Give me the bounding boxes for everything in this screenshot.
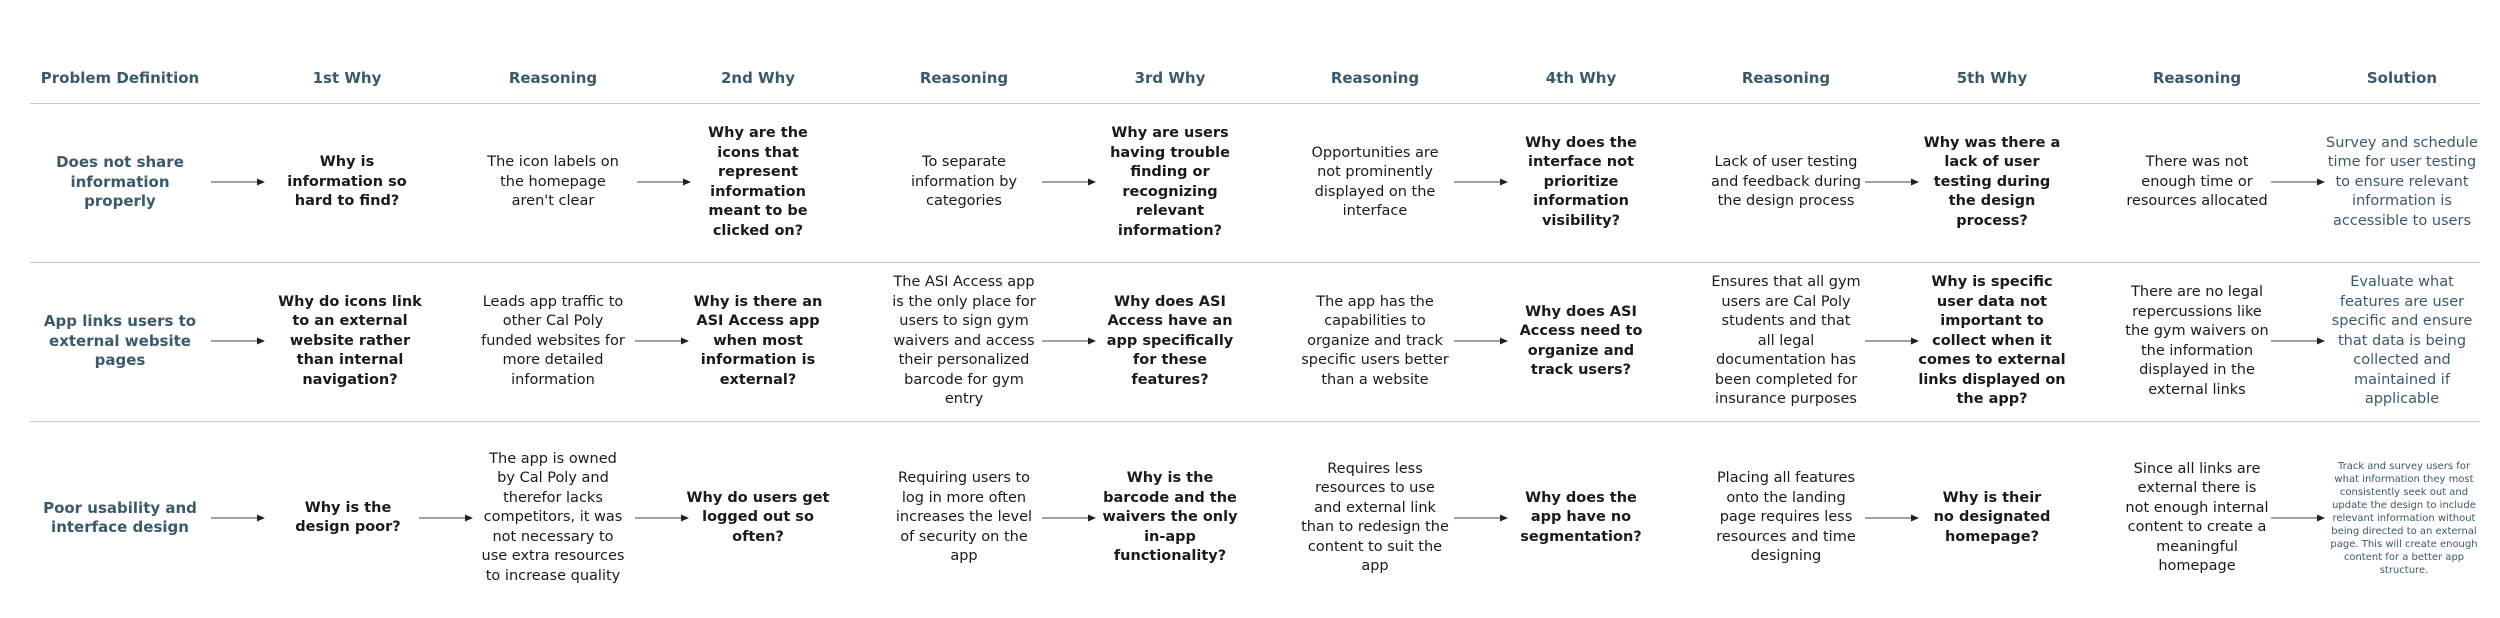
problem-statement: App links users to external website pages <box>43 312 197 370</box>
arrow-icon <box>1453 176 1509 188</box>
arrow-icon <box>1041 335 1097 347</box>
solution: Survey and schedule time for user testing to ensure relevant information is accessible to users <box>2326 134 2478 229</box>
reasoning-5: There was not enough time or resources allocated <box>2126 154 2268 210</box>
why-question-5: Why was there a lack of user testing during the design process? <box>1923 134 2061 229</box>
why-question-1: Why is information so hard to find? <box>287 154 407 210</box>
why-question-3: Why are users having trouble finding or recognizing relevant information? <box>1110 125 1230 239</box>
problem-statement: Poor usability and interface design <box>43 498 197 536</box>
header-row <box>30 58 2480 98</box>
header-reasoning-2: Reasoning <box>919 69 1009 87</box>
five-whys-diagram <box>30 0 2480 618</box>
arrow-icon <box>1453 335 1509 347</box>
reasoning-1: The app is owned by Cal Poly and therefor lacks competitors, it was not necessary to use extra resources to increase quality <box>481 450 625 584</box>
why-question-2: Why is there an ASI Access app when most information is external? <box>693 293 823 388</box>
header-problem-definition: Problem Definition <box>40 69 200 87</box>
why-row-2 <box>30 264 2480 419</box>
why-row-3 <box>30 435 2480 601</box>
why-question-1: Why do icons link to an external website rather than internal navigation? <box>278 293 422 388</box>
header-reasoning-5: Reasoning <box>2152 69 2242 87</box>
header-3rd-why: 3rd Why <box>1134 69 1206 87</box>
header-reasoning-3: Reasoning <box>1330 69 1420 87</box>
arrow-icon <box>210 335 266 347</box>
why-row-1 <box>30 105 2480 260</box>
header-reasoning-1: Reasoning <box>508 69 598 87</box>
divider-row-2 <box>30 421 2480 422</box>
why-question-5: Why is their no designated homepage? <box>1933 489 2051 545</box>
arrow-icon <box>634 512 690 524</box>
header-4th-why: 4th Why <box>1545 69 1617 87</box>
header-reasoning-4: Reasoning <box>1741 69 1831 87</box>
arrow-icon <box>1041 176 1097 188</box>
arrow-icon <box>1453 512 1509 524</box>
arrow-icon <box>2270 335 2326 347</box>
why-question-4: Why does the interface not prioritize information visibility? <box>1525 134 1637 229</box>
why-question-5: Why is specific user data not important to collect when it comes to external links displayed on the app? <box>1918 274 2066 408</box>
arrow-icon <box>1864 176 1920 188</box>
divider-row-1 <box>30 262 2480 263</box>
reasoning-5: Since all links are external there is not enough internal content to create a meaningful homepage <box>2125 460 2269 574</box>
reasoning-3: Opportunities are not prominently displayed on the interface <box>1311 144 1439 219</box>
arrow-icon <box>210 512 266 524</box>
arrow-icon <box>418 512 474 524</box>
why-question-4: Why does the app have no segmentation? <box>1520 489 1642 545</box>
header-1st-why: 1st Why <box>312 69 382 87</box>
header-5th-why: 5th Why <box>1956 69 2028 87</box>
arrow-icon <box>1041 512 1097 524</box>
why-question-2: Why are the icons that represent information meant to be clicked on? <box>708 125 808 239</box>
why-question-3: Why is the barcode and the waivers the only in-app functionality? <box>1102 470 1238 565</box>
arrow-icon <box>634 335 690 347</box>
reasoning-5: There are no legal repercussions like the gym waivers on the information displayed in the external links <box>2125 284 2269 398</box>
solution: Track and survey users for what information they most consistently seek out and update the design to include relevant information without being directed to an external page. This will create enough content for a better app structure. <box>2330 460 2478 576</box>
reasoning-3: The app has the capabilities to organize and track specific users better than a website <box>1301 293 1449 388</box>
reasoning-4: Lack of user testing and feedback during the design process <box>1711 154 1861 210</box>
why-question-3: Why does ASI Access have an app specifically for these features? <box>1106 293 1234 388</box>
divider-header <box>30 103 2480 104</box>
header-solution: Solution <box>2366 69 2438 87</box>
arrow-icon <box>1864 335 1920 347</box>
reasoning-1: Leads app traffic to other Cal Poly funded websites for more detailed information <box>481 293 625 388</box>
why-question-1: Why is the design poor? <box>295 499 401 535</box>
reasoning-1: The icon labels on the homepage aren't clear <box>487 154 619 210</box>
reasoning-2: Requiring users to log in more often increases the level of security on the app <box>895 470 1033 565</box>
arrow-icon <box>210 176 266 188</box>
problem-statement: Does not share information properly <box>56 153 184 211</box>
arrow-icon <box>1864 512 1920 524</box>
why-question-2: Why do users get logged out so often? <box>686 489 830 545</box>
solution: Evaluate what features are user specific and ensure that data is being collected and maintained if applicable <box>2331 274 2473 408</box>
reasoning-3: Requires less resources to use and external link than to redesign the content to suit the app <box>1301 460 1449 574</box>
header-2nd-why: 2nd Why <box>720 69 796 87</box>
reasoning-2: The ASI Access app is the only place for users to sign gym waivers and access their personalized barcode for gym entry <box>892 274 1036 408</box>
arrow-icon <box>2270 512 2326 524</box>
arrow-icon <box>636 176 692 188</box>
arrow-icon <box>2270 176 2326 188</box>
reasoning-4: Placing all features onto the landing page requires less resources and time designing <box>1716 470 1856 565</box>
reasoning-2: To separate information by categories <box>910 154 1018 210</box>
reasoning-4: Ensures that all gym users are Cal Poly students and that all legal documentation has been completed for insurance purposes <box>1711 274 1861 408</box>
why-question-4: Why does ASI Access need to organize and track users? <box>1519 303 1643 378</box>
